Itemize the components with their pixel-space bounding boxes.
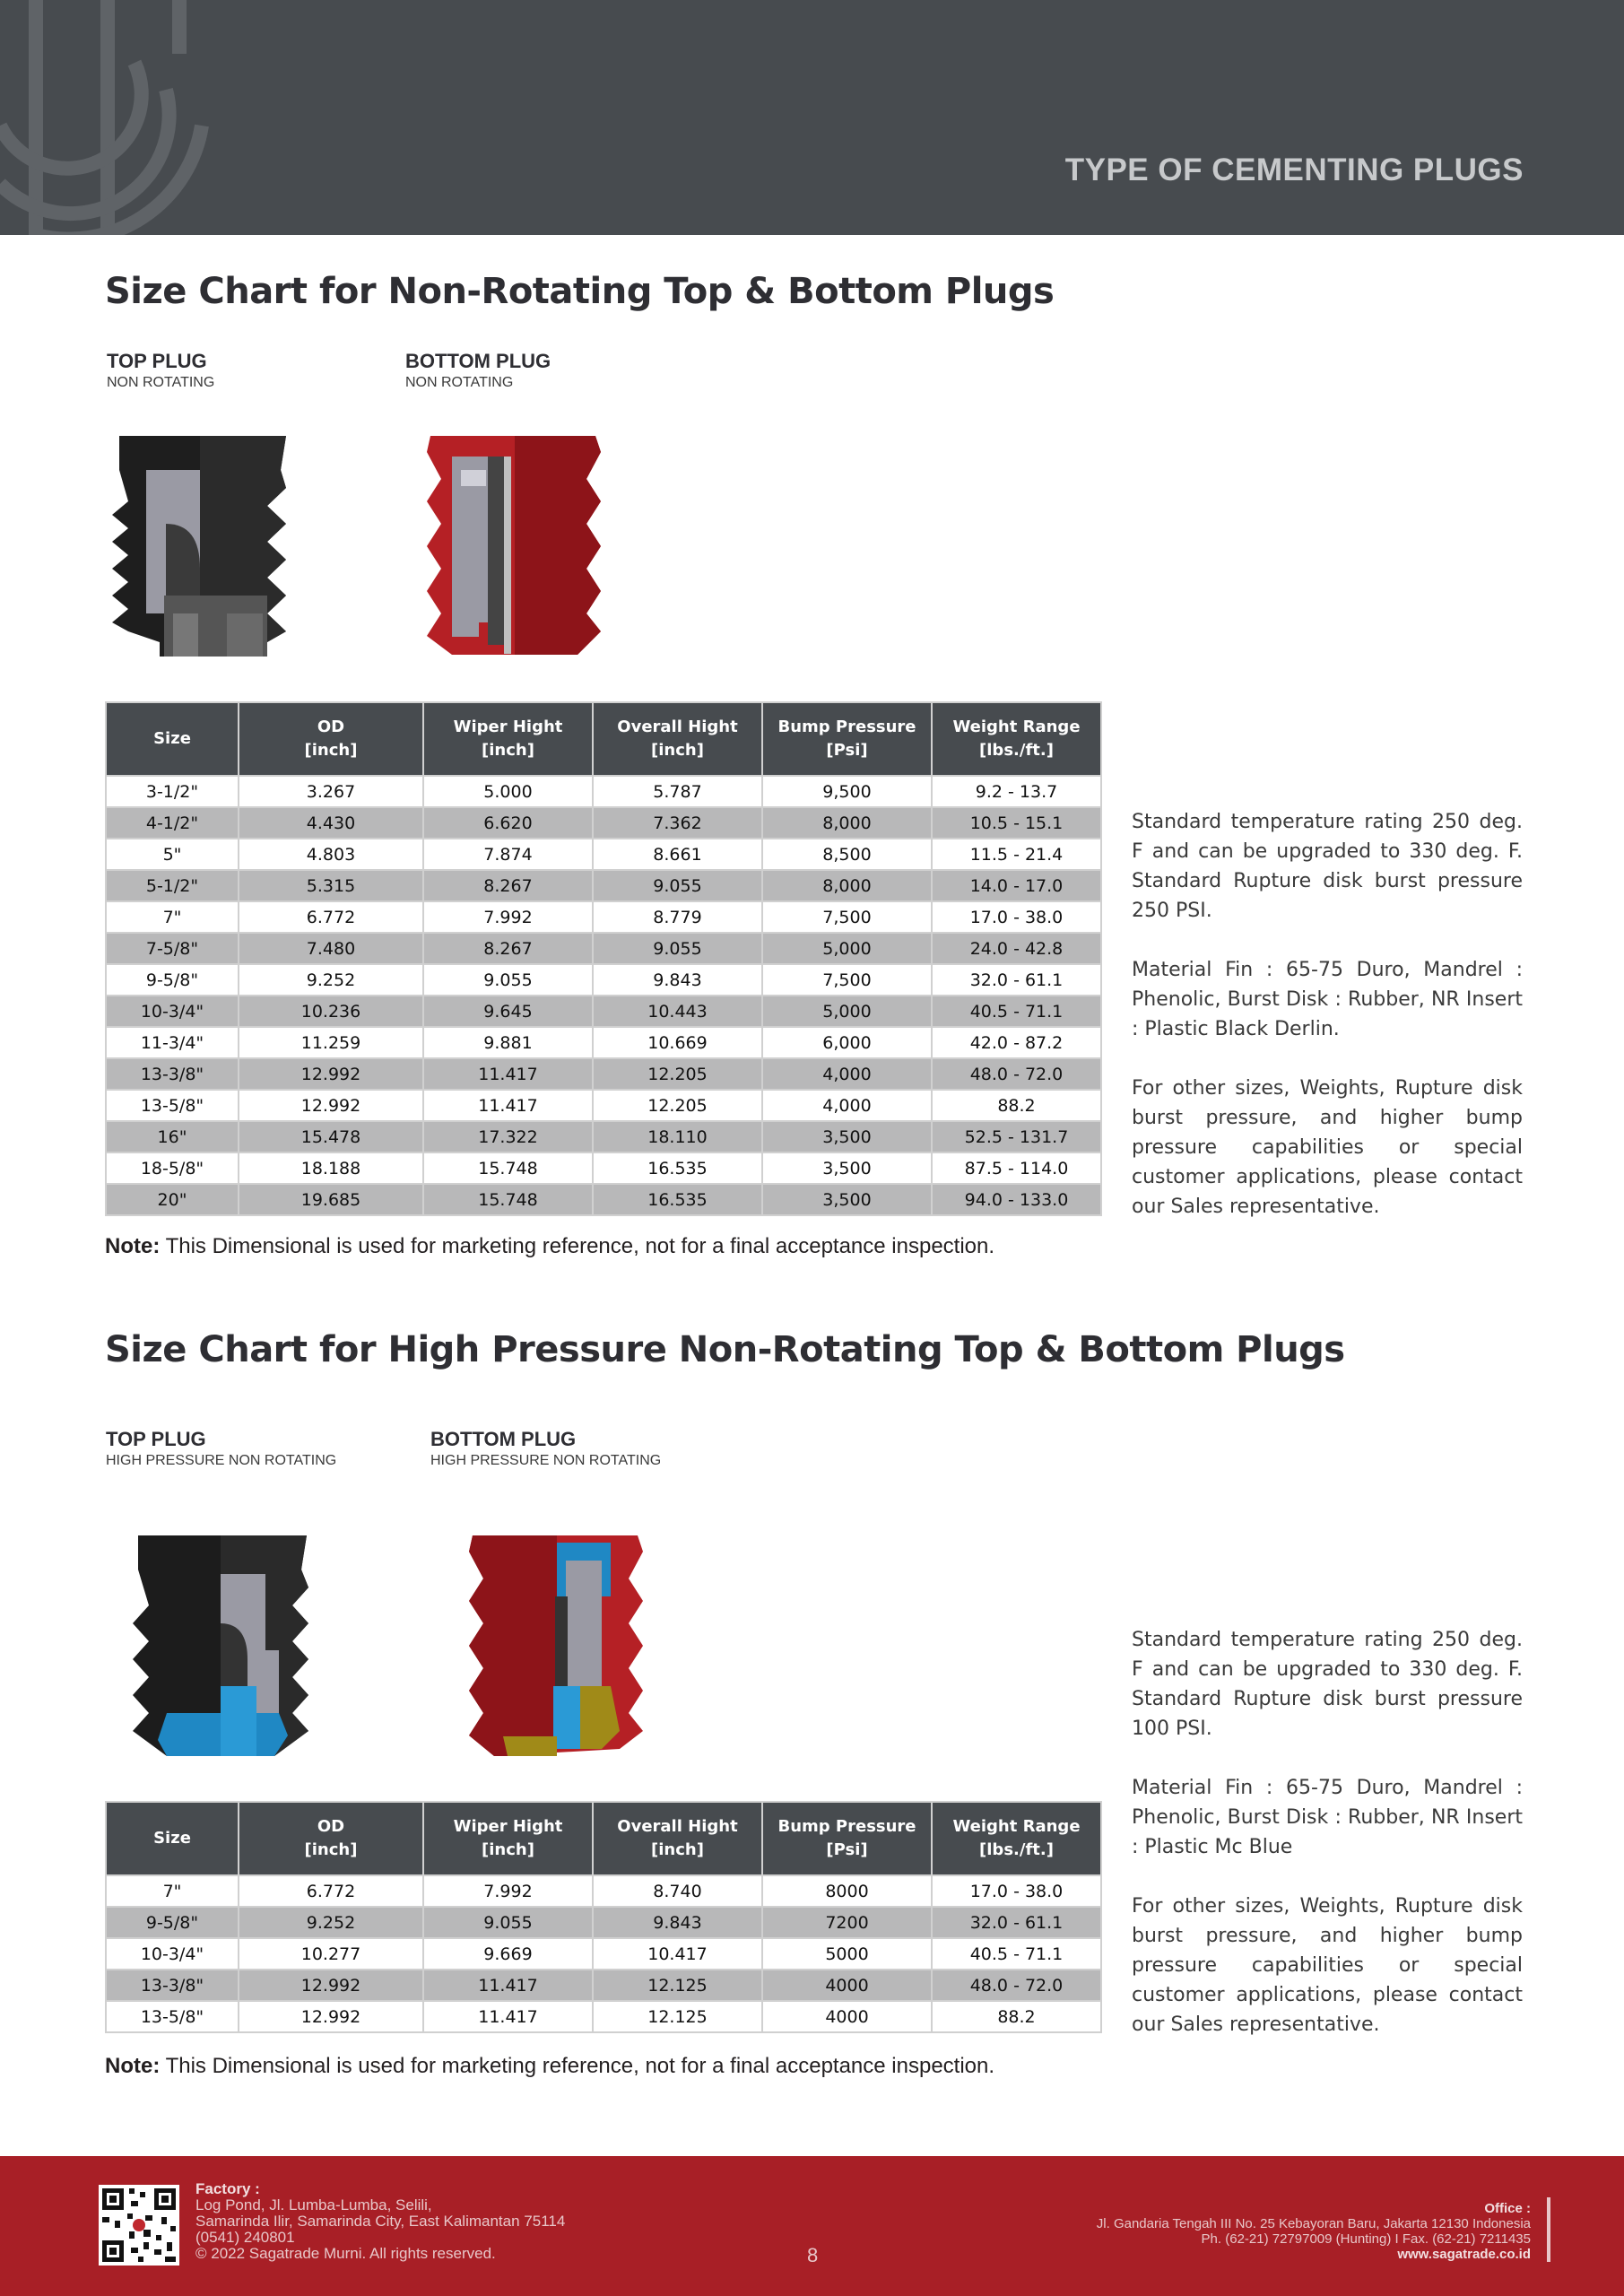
cell-weight: 11.5 - 21.4 [932, 839, 1101, 870]
top-plug-label [106, 1428, 336, 1469]
cell-weight: 48.0 - 72.0 [932, 1058, 1101, 1090]
size-chart-table-1 [105, 701, 1102, 1216]
plug-subheading: NON ROTATING [405, 375, 514, 390]
cell-size: 3-1/2" [106, 776, 239, 807]
top-plug-image-icon [131, 1534, 310, 1760]
cell-wiper: 9.055 [423, 1907, 593, 1938]
cell-pressure: 4000 [762, 1970, 932, 2001]
table-note [105, 2054, 994, 2079]
cell-weight: 17.0 - 38.0 [932, 901, 1101, 933]
table-row [106, 1090, 1101, 1121]
factory-label: Factory : [195, 2180, 260, 2197]
website-link[interactable]: www.sagatrade.co.id [1397, 2247, 1531, 2262]
cell-pressure: 8,000 [762, 870, 932, 901]
cell-pressure: 4,000 [762, 1090, 932, 1121]
cell-overall: 16.535 [593, 1184, 762, 1215]
cell-od: 4.430 [239, 807, 423, 839]
cell-od: 12.992 [239, 1970, 423, 2001]
page-footer [0, 2156, 1624, 2296]
cell-overall: 12.125 [593, 1970, 762, 2001]
cell-wiper: 7.992 [423, 1875, 593, 1907]
cell-od: 18.188 [239, 1152, 423, 1184]
cell-od: 10.277 [239, 1938, 423, 1970]
table-row [106, 1184, 1101, 1215]
cell-wiper: 7.992 [423, 901, 593, 933]
column-header-overall-hight: Overall Hight [inch] [593, 1802, 762, 1875]
cell-overall: 9.055 [593, 933, 762, 964]
column-header-weight-range: Weight Range [lbs./ft.] [932, 1802, 1101, 1875]
cell-od: 19.685 [239, 1184, 423, 1215]
side-paragraph: For other sizes, Weights, Rupture disk burst pressure, and higher bump pressure capabilities or special customer applications, please contact our Sales representative. [1132, 1895, 1523, 2036]
plug-subheading: HIGH PRESSURE NON ROTATING [430, 1453, 662, 1468]
column-header-bump-pressure: Bump Pressure [Psi] [762, 702, 932, 776]
plug-heading: BOTTOM PLUG [405, 350, 551, 372]
document-title: TYPE OF CEMENTING PLUGS [1064, 152, 1524, 187]
factory-line: Samarinda Ilir, Samarinda City, East Kalimantan 75114 [195, 2213, 566, 2230]
cell-overall: 9.843 [593, 1907, 762, 1938]
cell-weight: 88.2 [932, 2001, 1101, 2032]
qr-code-icon[interactable] [99, 2185, 179, 2266]
table-row [106, 964, 1101, 996]
cell-pressure: 7200 [762, 1907, 932, 1938]
cell-size: 5-1/2" [106, 870, 239, 901]
cell-wiper: 8.267 [423, 870, 593, 901]
cell-od: 15.478 [239, 1121, 423, 1152]
column-header-weight-range: Weight Range [lbs./ft.] [932, 702, 1101, 776]
cell-pressure: 3,500 [762, 1121, 932, 1152]
note-text: This Dimensional is used for marketing reference, not for a final acceptance inspection. [160, 2054, 995, 2078]
cell-od: 3.267 [239, 776, 423, 807]
page-header [0, 0, 1624, 235]
copyright: © 2022 Sagatrade Murni. All rights reserved. [195, 2245, 496, 2262]
cell-pressure: 4,000 [762, 1058, 932, 1090]
cell-overall: 10.443 [593, 996, 762, 1027]
note-text: This Dimensional is used for marketing reference, not for a final acceptance inspection. [160, 1234, 995, 1258]
cell-overall: 9.055 [593, 870, 762, 901]
table-row [106, 776, 1101, 807]
column-header-wiper-hight: Wiper Hight [inch] [423, 1802, 593, 1875]
cell-wiper: 5.000 [423, 776, 593, 807]
cell-weight: 17.0 - 38.0 [932, 1875, 1101, 1907]
cell-weight: 87.5 - 114.0 [932, 1152, 1101, 1184]
cell-od: 6.772 [239, 1875, 423, 1907]
cell-overall: 12.205 [593, 1090, 762, 1121]
cell-wiper: 15.748 [423, 1184, 593, 1215]
column-header-overall-hight: Overall Hight [inch] [593, 702, 762, 776]
table-row [106, 996, 1101, 1027]
cell-wiper: 6.620 [423, 807, 593, 839]
cell-weight: 32.0 - 61.1 [932, 1907, 1101, 1938]
side-paragraph: Standard temperature rating 250 deg. F and can be upgraded to 330 deg. F. Standard Rupture disk burst pressure 100 PSI. [1132, 1629, 1523, 1740]
cell-od: 12.992 [239, 2001, 423, 2032]
cell-pressure: 6,000 [762, 1027, 932, 1058]
cell-weight: 40.5 - 71.1 [932, 996, 1101, 1027]
table-row [106, 2001, 1101, 2032]
cell-wiper: 9.645 [423, 996, 593, 1027]
cell-od: 9.252 [239, 964, 423, 996]
side-paragraph: Material Fin : 65-75 Duro, Mandrel : Phenolic, Burst Disk : Rubber, NR Insert : Plastic Mc Blue [1132, 1777, 1523, 1858]
cell-pressure: 3,500 [762, 1184, 932, 1215]
cell-weight: 52.5 - 131.7 [932, 1121, 1101, 1152]
cell-pressure: 8000 [762, 1875, 932, 1907]
cell-weight: 9.2 - 13.7 [932, 776, 1101, 807]
company-logo-icon [0, 0, 233, 235]
cell-size: 7" [106, 1875, 239, 1907]
cell-overall: 8.661 [593, 839, 762, 870]
cell-overall: 8.779 [593, 901, 762, 933]
office-label: Office : [1484, 2201, 1531, 2216]
cell-size: 9-5/8" [106, 964, 239, 996]
plug-heading: TOP PLUG [106, 1428, 206, 1450]
cell-weight: 88.2 [932, 1090, 1101, 1121]
cell-size: 7-5/8" [106, 933, 239, 964]
factory-line: Log Pond, Jl. Lumba-Lumba, Selili, [195, 2196, 432, 2213]
cell-od: 6.772 [239, 901, 423, 933]
cell-pressure: 8,500 [762, 839, 932, 870]
plug-subheading: NON ROTATING [107, 375, 215, 390]
bottom-plug-label [430, 1428, 661, 1469]
top-plug-image-icon [110, 434, 290, 660]
cell-weight: 94.0 - 133.0 [932, 1184, 1101, 1215]
cell-od: 12.992 [239, 1090, 423, 1121]
cell-wiper: 11.417 [423, 1970, 593, 2001]
section-title: Size Chart for Non-Rotating Top & Bottom Plugs [105, 271, 1055, 312]
cell-size: 10-3/4" [106, 996, 239, 1027]
cell-pressure: 9,500 [762, 776, 932, 807]
table-row [106, 1938, 1101, 1970]
cell-od: 7.480 [239, 933, 423, 964]
cell-overall: 8.740 [593, 1875, 762, 1907]
table-row [106, 901, 1101, 933]
cell-size: 18-5/8" [106, 1152, 239, 1184]
cell-pressure: 7,500 [762, 901, 932, 933]
footer-divider [1547, 2197, 1550, 2262]
office-address [1097, 2201, 1531, 2262]
side-description [1132, 1625, 1523, 2069]
column-header-bump-pressure: Bump Pressure [Psi] [762, 1802, 932, 1875]
factory-address [195, 2181, 565, 2262]
cell-wiper: 11.417 [423, 1090, 593, 1121]
cell-weight: 14.0 - 17.0 [932, 870, 1101, 901]
cell-od: 10.236 [239, 996, 423, 1027]
plug-subheading: HIGH PRESSURE NON ROTATING [106, 1453, 337, 1468]
cell-size: 7" [106, 901, 239, 933]
cell-size: 13-5/8" [106, 1090, 239, 1121]
top-plug-label [107, 350, 214, 391]
side-description [1132, 807, 1523, 1251]
table-row [106, 1027, 1101, 1058]
table-note [105, 1234, 994, 1259]
cell-wiper: 11.417 [423, 2001, 593, 2032]
cell-wiper: 9.669 [423, 1938, 593, 1970]
cell-overall: 18.110 [593, 1121, 762, 1152]
bottom-plug-image-icon [425, 434, 601, 657]
cell-overall: 12.125 [593, 2001, 762, 2032]
cell-wiper: 15.748 [423, 1152, 593, 1184]
plug-heading: TOP PLUG [107, 350, 207, 372]
bottom-plug-label [405, 350, 551, 391]
cell-overall: 9.843 [593, 964, 762, 996]
note-label: Note: [105, 1234, 161, 1258]
cell-size: 13-5/8" [106, 2001, 239, 2032]
table-row [106, 1058, 1101, 1090]
cell-size: 13-3/8" [106, 1970, 239, 2001]
table-row [106, 1970, 1101, 2001]
cell-weight: 42.0 - 87.2 [932, 1027, 1101, 1058]
cell-pressure: 7,500 [762, 964, 932, 996]
cell-size: 5" [106, 839, 239, 870]
side-paragraph: Standard temperature rating 250 deg. F and can be upgraded to 330 deg. F. Standard Rupture disk burst pressure 250 PSI. [1132, 811, 1523, 922]
table-row [106, 1875, 1101, 1907]
cell-size: 20" [106, 1184, 239, 1215]
cell-overall: 7.362 [593, 807, 762, 839]
cell-weight: 40.5 - 71.1 [932, 1938, 1101, 1970]
cell-size: 9-5/8" [106, 1907, 239, 1938]
size-chart-table-2 [105, 1801, 1102, 2033]
column-header-size: Size [106, 702, 239, 776]
table-row [106, 807, 1101, 839]
column-header-size: Size [106, 1802, 239, 1875]
section-title: Size Chart for High Pressure Non-Rotating Top & Bottom Plugs [105, 1329, 1345, 1370]
column-header-od: OD [inch] [239, 702, 423, 776]
cell-size: 11-3/4" [106, 1027, 239, 1058]
cell-wiper: 7.874 [423, 839, 593, 870]
cell-wiper: 11.417 [423, 1058, 593, 1090]
cell-od: 9.252 [239, 1907, 423, 1938]
page-number: 8 [807, 2244, 819, 2266]
cell-pressure: 5,000 [762, 933, 932, 964]
cell-overall: 10.669 [593, 1027, 762, 1058]
cell-weight: 24.0 - 42.8 [932, 933, 1101, 964]
cell-pressure: 8,000 [762, 807, 932, 839]
cell-overall: 16.535 [593, 1152, 762, 1184]
bottom-plug-image-icon [467, 1534, 643, 1758]
table-header-row [106, 1802, 1101, 1875]
table-row [106, 1121, 1101, 1152]
cell-pressure: 3,500 [762, 1152, 932, 1184]
office-line: Jl. Gandaria Tengah III No. 25 Kebayoran Baru, Jakarta 12130 Indonesia [1096, 2216, 1531, 2231]
note-label: Note: [105, 2054, 161, 2078]
table-row [106, 933, 1101, 964]
cell-pressure: 4000 [762, 2001, 932, 2032]
cell-wiper: 9.055 [423, 964, 593, 996]
table-row [106, 1152, 1101, 1184]
column-header-od: OD [inch] [239, 1802, 423, 1875]
cell-wiper: 9.881 [423, 1027, 593, 1058]
cell-wiper: 17.322 [423, 1121, 593, 1152]
cell-size: 10-3/4" [106, 1938, 239, 1970]
cell-od: 4.803 [239, 839, 423, 870]
cell-wiper: 8.267 [423, 933, 593, 964]
cell-od: 5.315 [239, 870, 423, 901]
side-paragraph: For other sizes, Weights, Rupture disk burst pressure, and higher bump pressure capabilities or special customer applications, please contact our Sales representative. [1132, 1077, 1523, 1218]
cell-size: 13-3/8" [106, 1058, 239, 1090]
office-line: Ph. (62-21) 72797009 (Hunting) I Fax. (62-21) 7211435 [1201, 2231, 1531, 2247]
cell-weight: 48.0 - 72.0 [932, 1970, 1101, 2001]
cell-pressure: 5000 [762, 1938, 932, 1970]
cell-overall: 5.787 [593, 776, 762, 807]
cell-od: 11.259 [239, 1027, 423, 1058]
table-row [106, 839, 1101, 870]
cell-od: 12.992 [239, 1058, 423, 1090]
cell-overall: 10.417 [593, 1938, 762, 1970]
cell-size: 16" [106, 1121, 239, 1152]
table-row [106, 870, 1101, 901]
cell-weight: 32.0 - 61.1 [932, 964, 1101, 996]
side-paragraph: Material Fin : 65-75 Duro, Mandrel : Phenolic, Burst Disk : Rubber, NR Insert : Plastic Black Derlin. [1132, 959, 1523, 1040]
cell-overall: 12.205 [593, 1058, 762, 1090]
cell-size: 4-1/2" [106, 807, 239, 839]
plug-heading: BOTTOM PLUG [430, 1428, 577, 1450]
column-header-wiper-hight: Wiper Hight [inch] [423, 702, 593, 776]
cell-pressure: 5,000 [762, 996, 932, 1027]
table-header-row [106, 702, 1101, 776]
factory-line: (0541) 240801 [195, 2229, 295, 2246]
table-row [106, 1907, 1101, 1938]
cell-weight: 10.5 - 15.1 [932, 807, 1101, 839]
